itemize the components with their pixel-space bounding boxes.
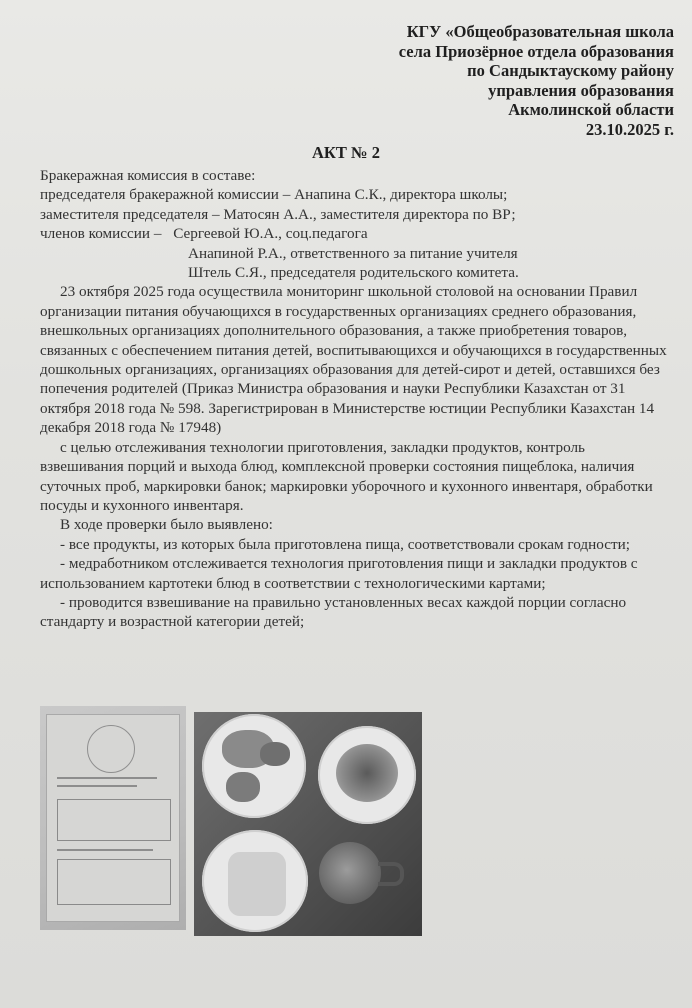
member-name: Анапиной Р.А., ответственного за питание учителя [188, 244, 518, 262]
text-line [57, 785, 137, 787]
bread [228, 852, 286, 916]
cup-handle [378, 862, 404, 886]
finding-item: - проводится взвешивание на правильно установленных весах каждой порции согласно стандарту и возрастной категории детей; [40, 593, 627, 631]
header-line: по Сандыктаускому району [467, 61, 674, 80]
stamp-icon [87, 725, 135, 773]
document-header [399, 22, 674, 139]
member-name: Штель С.Я., председателя родительского комитета. [188, 264, 519, 282]
header-line: села Приозёрное отдела образования [398, 41, 674, 61]
finding-item: - медработником отслеживается технология приготовления пищи и закладки продуктов с использованием картотеки блюд в соответствии с технологическими картами; [40, 555, 638, 592]
food-portion [226, 772, 260, 802]
members-label: членов комиссии – [40, 225, 162, 243]
photo-document-sheet [40, 706, 186, 930]
table-grid [57, 859, 171, 905]
paper-sheet [46, 714, 180, 922]
member-name: Сергеевой Ю.А., соц.педагога [173, 225, 368, 243]
header-line: КГУ «Общеобразовательная школа [406, 22, 674, 41]
document-body [40, 166, 668, 632]
paragraph-purpose: с целью отслеживания технологии приготовления, закладки продуктов, контроль взвешивания порций и выхода блюд, комплексной проверки состояния пищеблока, наличия суточных проб, маркировки банок; маркировки уборочного и кухонного инвентаря, обработки посуды и кухонного инвентаря. [40, 438, 653, 514]
header-date: 23.10.2025 г. [585, 119, 674, 139]
commission-vice: заместителя председателя – Матосян А.А., заместителя директора по ВР; [40, 205, 516, 223]
commission-members-first [40, 224, 668, 243]
text-line [57, 777, 157, 779]
table-grid [57, 799, 171, 841]
salad [336, 744, 398, 802]
text-line [57, 849, 153, 851]
cup-icon [319, 842, 381, 904]
food-portion [260, 742, 290, 766]
header-line: управления образования [488, 80, 674, 100]
commission-chair: председателя бракеражной комиссии – Анапина С.К., директора школы; [40, 186, 508, 204]
document-title: АКТ № 2 [312, 143, 380, 162]
findings-intro: В ходе проверки было выявлено: [60, 516, 273, 534]
finding-item: - все продукты, из которых была приготовлена пища, соответствовали срокам годности; [60, 535, 630, 553]
header-line: Акмолинской области [508, 100, 674, 119]
commission-intro: Бракеражная комиссия в составе: [40, 167, 256, 184]
paragraph-monitoring: 23 октября 2025 года осуществила мониторинг школьной столовой на основании Правил организации питания обучающихся в государственных организациях среднего образования, внешкольных организациях дополнительного образования, а также приобретения товаров, связанных с обеспечением питания детей, воспитывающихся и обучающихся в государственных дошкольных организациях, организациях образования для детей-сирот и детей, оставшихся без попечения родителей (Приказ Министра образования и науки Республики Казахстан от 31 октября 2018 года № 598. Зарегистрирован в Министерстве юстиции Республики Казахстан 14 декабря 2018 года № 17948) [40, 283, 667, 437]
photo-lunch-plates [194, 712, 422, 936]
